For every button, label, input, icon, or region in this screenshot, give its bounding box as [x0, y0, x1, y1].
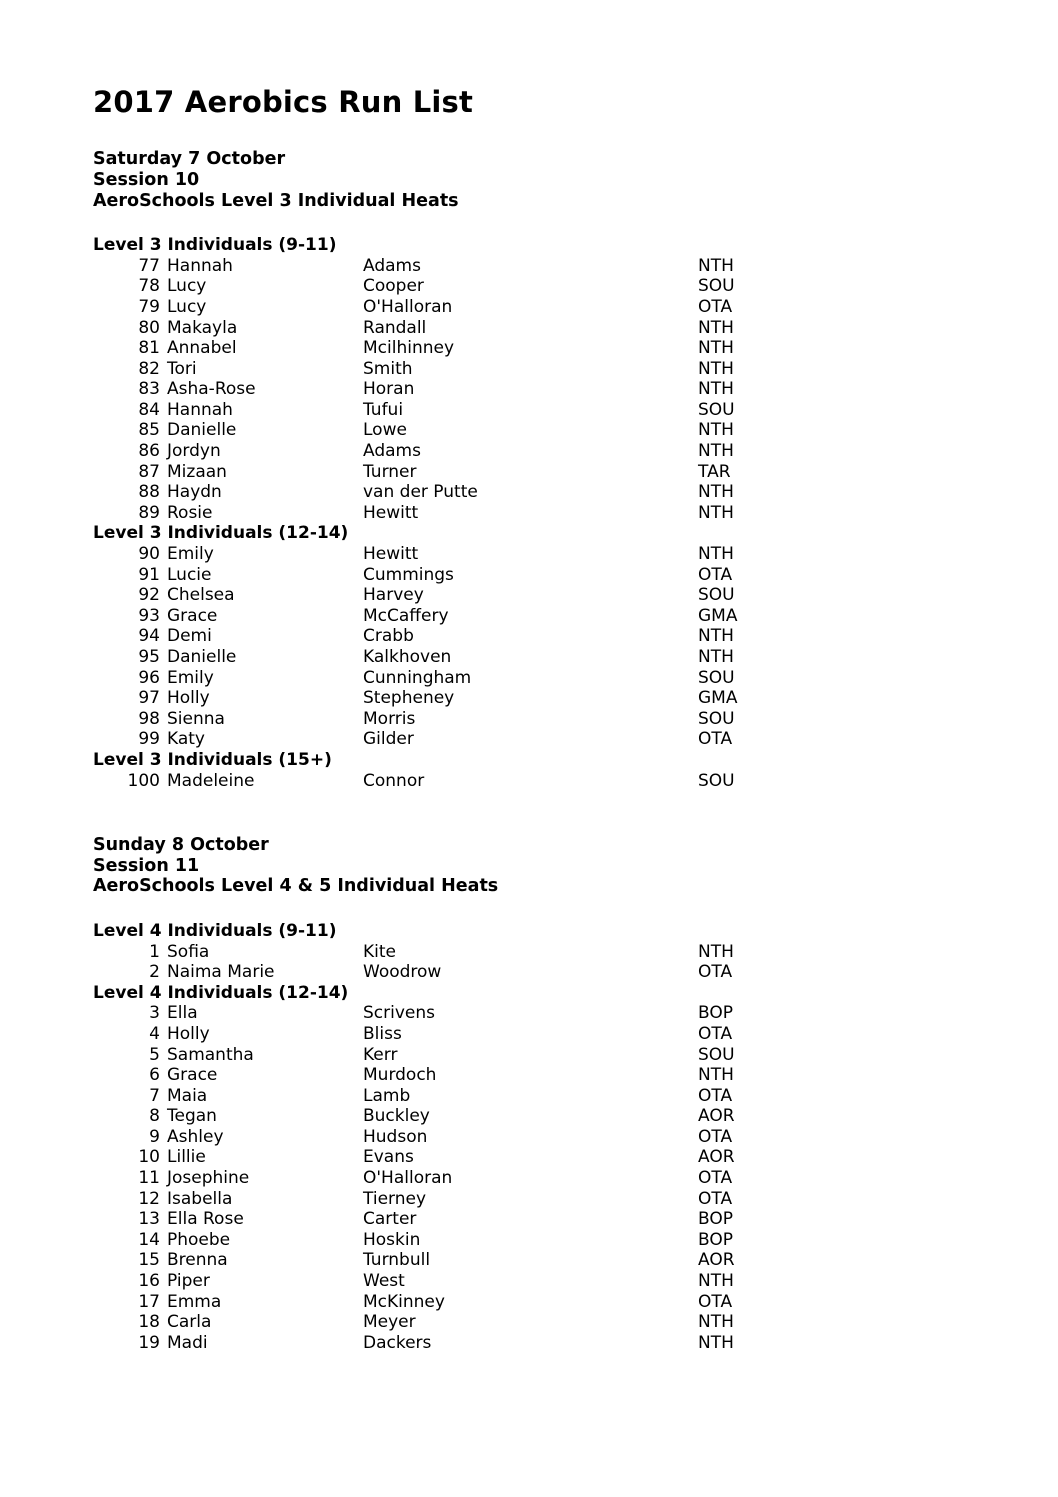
entry-last: O'Halloran — [363, 296, 453, 317]
entry-first: Emily — [167, 667, 214, 688]
entry-first: Emma — [167, 1291, 222, 1312]
entry-row — [93, 379, 965, 400]
entry-first: Chelsea — [167, 585, 235, 606]
entry-region: GMA — [698, 605, 738, 626]
entry-row — [93, 962, 965, 983]
entry-last: Morris — [363, 708, 416, 729]
entry-number: 100 — [127, 770, 160, 791]
entry-region: SOU — [698, 399, 735, 420]
entry-region: OTA — [698, 1168, 733, 1189]
entry-number: 79 — [138, 296, 160, 317]
entry-region: NTH — [698, 647, 734, 667]
entry-number: 92 — [138, 585, 160, 606]
entry-region: OTA — [698, 1188, 733, 1209]
day-session-heading: Session 11 — [93, 855, 200, 876]
entry-row — [93, 1230, 965, 1251]
entry-list — [93, 771, 965, 792]
entry-region: OTA — [698, 1085, 733, 1106]
entry-last: Connor — [363, 770, 425, 791]
entry-number: 85 — [138, 420, 160, 441]
entry-first: Demi — [167, 626, 212, 647]
entry-first: Hannah — [167, 255, 233, 276]
entry-region: NTH — [698, 626, 734, 647]
entry-number: 9 — [149, 1126, 160, 1147]
entry-region: NTH — [698, 1312, 734, 1333]
entry-row — [93, 359, 965, 380]
group-heading: Level 3 Individuals (15+) — [93, 749, 332, 770]
entry-first: Naima Marie — [167, 962, 275, 983]
entry-number: 77 — [138, 255, 160, 276]
entry-first: Lillie — [167, 1147, 206, 1168]
entry-first: Tori — [167, 358, 197, 379]
entry-number: 82 — [138, 358, 160, 379]
entry-row — [93, 585, 965, 606]
entry-row — [93, 1106, 965, 1127]
entry-number: 18 — [138, 1312, 160, 1333]
entry-first: Samantha — [167, 1044, 254, 1065]
entry-number: 11 — [138, 1168, 160, 1189]
entry-last: Crabb — [363, 626, 414, 647]
entry-number: 3 — [149, 1003, 160, 1024]
entry-number: 87 — [138, 461, 160, 482]
entry-region: NTH — [698, 317, 734, 338]
entry-row — [93, 1168, 965, 1189]
entry-row — [93, 1250, 965, 1271]
entry-number: 86 — [138, 441, 160, 462]
group-heading: Level 3 Individuals (12-14) — [93, 523, 349, 544]
entry-region: NTH — [698, 544, 734, 565]
entry-row — [93, 1127, 965, 1148]
group-heading: Level 4 Individuals (12-14) — [93, 982, 349, 1003]
entry-region: OTA — [698, 729, 733, 750]
day-block-sunday — [93, 835, 965, 1353]
entry-row — [93, 482, 965, 503]
entry-number: 1 — [149, 941, 160, 962]
entry-number: 98 — [138, 708, 160, 729]
entry-number: 19 — [138, 1332, 160, 1353]
entry-last: Kite — [363, 941, 396, 962]
entry-first: Sofia — [167, 941, 210, 962]
entry-region: AOR — [698, 1147, 735, 1168]
entry-region: NTH — [698, 379, 734, 400]
entry-last: Lamb — [363, 1085, 411, 1106]
entry-last: Scrivens — [363, 1003, 436, 1024]
entry-region: SOU — [698, 1044, 735, 1065]
page-title: 2017 Aerobics Run List — [93, 85, 474, 119]
entry-number: 84 — [138, 399, 160, 420]
day-date-heading: Saturday 7 October — [93, 149, 286, 170]
entry-region: NTH — [698, 255, 734, 276]
entry-last: Cummings — [363, 564, 454, 585]
entry-region: GMA — [698, 688, 738, 709]
entry-first: Jordyn — [167, 441, 221, 462]
entry-last: Meyer — [363, 1312, 416, 1333]
entry-number: 80 — [138, 317, 160, 338]
entry-row — [93, 771, 965, 792]
entry-last: Murdoch — [363, 1065, 437, 1086]
entry-number: 97 — [138, 688, 160, 709]
entry-last: Hewitt — [363, 544, 419, 565]
entry-first: Makayla — [167, 317, 238, 338]
entry-last: Buckley — [363, 1106, 430, 1127]
entry-row — [93, 942, 965, 963]
entry-row — [93, 1189, 965, 1210]
entry-number: 13 — [138, 1209, 160, 1230]
entry-last: Cooper — [363, 276, 424, 297]
entry-row — [93, 1086, 965, 1107]
entry-last: Adams — [363, 441, 421, 462]
entry-last: McKinney — [363, 1291, 445, 1312]
entry-last: Stepheney — [363, 688, 455, 709]
entry-number: 94 — [138, 626, 160, 647]
entry-last: Carter — [363, 1209, 417, 1230]
entry-row — [93, 1271, 965, 1292]
entry-region: OTA — [698, 296, 733, 317]
entry-region: SOU — [698, 708, 735, 729]
entry-number: 12 — [138, 1188, 160, 1209]
entry-row — [93, 318, 965, 339]
entry-last: Smith — [363, 358, 413, 379]
entry-region: NTH — [698, 441, 734, 462]
entry-row — [93, 276, 965, 297]
heading-spacer — [93, 211, 965, 235]
entry-first: Lucy — [167, 296, 207, 317]
entry-list — [93, 256, 965, 524]
entry-region: SOU — [698, 276, 735, 297]
entry-number: 5 — [149, 1044, 160, 1065]
entry-row — [93, 1292, 965, 1313]
entry-last: Gilder — [363, 729, 414, 750]
entry-first: Lucie — [167, 564, 212, 585]
entry-row — [93, 709, 965, 730]
entry-number: 4 — [149, 1023, 160, 1044]
entry-region: OTA — [698, 1126, 733, 1147]
entry-row — [93, 1147, 965, 1168]
entry-number: 89 — [138, 502, 160, 523]
entry-row — [93, 400, 965, 421]
entry-number: 83 — [138, 379, 160, 400]
entry-first: Sienna — [167, 708, 225, 729]
entry-row — [93, 1065, 965, 1086]
entry-row — [93, 338, 965, 359]
entry-row — [93, 297, 965, 318]
entry-first: Katy — [167, 729, 205, 750]
day-event-heading: AeroSchools Level 3 Individual Heats — [93, 190, 459, 211]
entry-last: Hudson — [363, 1126, 428, 1147]
heading-spacer — [93, 897, 965, 921]
entry-last: Horan — [363, 379, 415, 400]
entry-number: 14 — [138, 1229, 160, 1250]
entry-number: 8 — [149, 1106, 160, 1127]
entry-last: Adams — [363, 255, 421, 276]
entry-first: Holly — [167, 688, 210, 709]
entry-number: 99 — [138, 729, 160, 750]
entry-number: 91 — [138, 564, 160, 585]
entry-number: 10 — [138, 1147, 160, 1168]
day-separator — [93, 791, 965, 835]
entry-number: 6 — [149, 1065, 160, 1086]
entry-region: NTH — [698, 420, 734, 441]
entry-last: Mcilhinney — [363, 338, 455, 359]
entry-row — [93, 668, 965, 689]
entry-last: Dackers — [363, 1332, 432, 1353]
entry-row — [93, 1024, 965, 1045]
entry-last: Turnbull — [363, 1250, 431, 1271]
entry-first: Lucy — [167, 276, 207, 297]
entry-first: Madi — [167, 1332, 208, 1353]
entry-row — [93, 565, 965, 586]
entry-last: van der Putte — [363, 482, 478, 503]
entry-region: OTA — [698, 1023, 733, 1044]
entry-region: NTH — [698, 358, 734, 379]
entry-region: NTH — [698, 1332, 734, 1353]
entry-first: Madeleine — [167, 770, 255, 791]
entry-last: Harvey — [363, 585, 424, 606]
entry-number: 90 — [138, 544, 160, 565]
entry-last: Cunningham — [363, 667, 472, 688]
entry-row — [93, 1333, 965, 1354]
entry-last: Lowe — [363, 420, 407, 441]
entry-last: Hoskin — [363, 1229, 421, 1250]
day-block-saturday — [93, 149, 965, 791]
entry-first: Brenna — [167, 1250, 228, 1271]
entry-last: West — [363, 1271, 405, 1292]
entry-first: Holly — [167, 1023, 210, 1044]
entry-region: OTA — [698, 564, 733, 585]
entry-first: Danielle — [167, 420, 237, 441]
entry-number: 15 — [138, 1250, 160, 1271]
entry-first: Tegan — [167, 1106, 217, 1127]
entry-region: TAR — [698, 461, 731, 482]
entry-last: Hewitt — [363, 502, 419, 523]
entry-number: 78 — [138, 276, 160, 297]
entry-row — [93, 1312, 965, 1333]
entry-number: 96 — [138, 667, 160, 688]
entry-first: Danielle — [167, 647, 237, 667]
entry-row — [93, 688, 965, 709]
entry-region: NTH — [698, 338, 734, 359]
entry-first: Annabel — [167, 338, 237, 359]
entry-row — [93, 729, 965, 750]
entry-number: 95 — [138, 647, 160, 667]
day-event-heading: AeroSchools Level 4 & 5 Individual Heats — [93, 876, 499, 897]
entry-region: OTA — [698, 1291, 733, 1312]
entry-row — [93, 544, 965, 565]
entry-first: Isabella — [167, 1188, 233, 1209]
entry-first: Rosie — [167, 502, 213, 523]
entry-first: Grace — [167, 605, 218, 626]
entry-number: 2 — [149, 962, 160, 983]
entry-number: 7 — [149, 1085, 160, 1106]
entry-last: Kalkhoven — [363, 647, 452, 667]
entry-last: Randall — [363, 317, 427, 338]
entry-region: SOU — [698, 585, 735, 606]
entry-row — [93, 1209, 965, 1230]
entry-first: Ella — [167, 1003, 198, 1024]
entry-region: NTH — [698, 1271, 734, 1292]
entry-region: NTH — [698, 941, 734, 962]
entry-list — [93, 1003, 965, 1353]
entry-row — [93, 420, 965, 441]
entry-last: McCaffery — [363, 605, 449, 626]
entry-region: NTH — [698, 502, 734, 523]
entry-number: 81 — [138, 338, 160, 359]
entry-row — [93, 256, 965, 277]
entry-region: BOP — [698, 1229, 733, 1250]
entry-last: O'Halloran — [363, 1168, 453, 1189]
entry-first: Grace — [167, 1065, 218, 1086]
entry-region: NTH — [698, 1065, 734, 1086]
entry-first: Haydn — [167, 482, 222, 503]
entry-number: 16 — [138, 1271, 160, 1292]
entry-last: Tufui — [363, 399, 404, 420]
entry-list — [93, 942, 965, 983]
entry-region: SOU — [698, 770, 735, 791]
entry-first: Phoebe — [167, 1229, 231, 1250]
group-heading: Level 4 Individuals (9-11) — [93, 920, 337, 941]
entry-row — [93, 1003, 965, 1024]
entry-list — [93, 544, 965, 750]
group-heading: Level 3 Individuals (9-11) — [93, 235, 337, 256]
entry-row — [93, 462, 965, 483]
entry-region: NTH — [698, 482, 734, 503]
entry-number: 88 — [138, 482, 160, 503]
entry-row — [93, 1045, 965, 1066]
entry-first: Emily — [167, 544, 214, 565]
entry-region: BOP — [698, 1003, 733, 1024]
day-session-heading: Session 10 — [93, 169, 200, 190]
entry-region: SOU — [698, 667, 735, 688]
entry-last: Bliss — [363, 1023, 402, 1044]
entry-last: Woodrow — [363, 962, 442, 983]
entry-first: Piper — [167, 1271, 210, 1292]
entry-last: Tierney — [363, 1188, 427, 1209]
entry-first: Hannah — [167, 399, 233, 420]
entry-number: 17 — [138, 1291, 160, 1312]
entry-last: Kerr — [363, 1044, 398, 1065]
entry-row — [93, 647, 965, 668]
entry-first: Mizaan — [167, 461, 227, 482]
entry-row — [93, 503, 965, 524]
entry-first: Carla — [167, 1312, 212, 1333]
entry-row — [93, 606, 965, 627]
entry-first: Ella Rose — [167, 1209, 244, 1230]
entry-region: AOR — [698, 1106, 735, 1127]
entry-first: Ashley — [167, 1126, 224, 1147]
entry-region: OTA — [698, 962, 733, 983]
entry-first: Asha-Rose — [167, 379, 256, 400]
day-date-heading: Sunday 8 October — [93, 835, 269, 856]
entry-region: AOR — [698, 1250, 735, 1271]
entry-region: BOP — [698, 1209, 733, 1230]
entry-row — [93, 441, 965, 462]
days-container — [93, 149, 965, 1353]
entry-row — [93, 626, 965, 647]
entry-first: Maia — [167, 1085, 208, 1106]
entry-number: 93 — [138, 605, 160, 626]
entry-last: Evans — [363, 1147, 414, 1168]
entry-last: Turner — [363, 461, 417, 482]
entry-first: Josephine — [167, 1168, 250, 1189]
